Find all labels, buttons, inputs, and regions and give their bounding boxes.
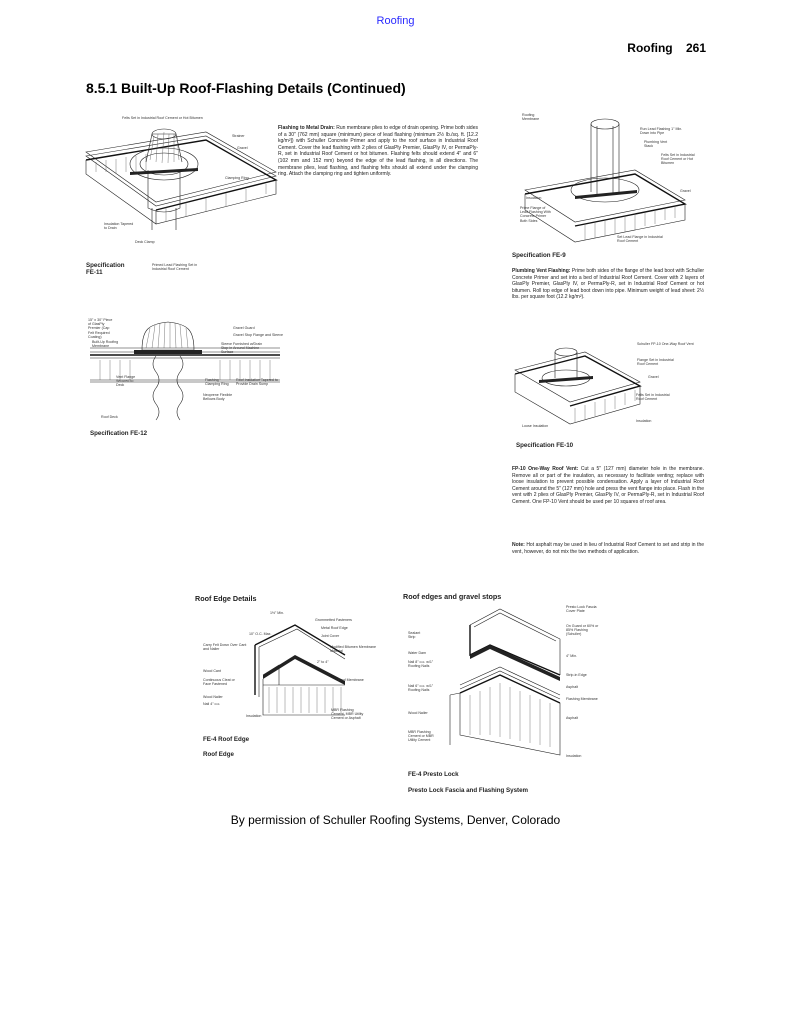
gravel-stops-label: 4" Min. xyxy=(566,654,578,658)
gravel-stops-caption: FE-4 Presto Lock xyxy=(408,771,459,778)
roof-edge-label: Modified Bitumen Membrane Material xyxy=(330,645,376,654)
gravel-stops-drawing xyxy=(440,605,560,765)
roof-edge-label: MBR Flashing Cement, MBR Utility Cement or Asphalt xyxy=(331,708,364,721)
roof-edge-caption: Roof Edge xyxy=(203,751,234,758)
gravel-stops-caption: Presto Lock Fascia and Flashing System xyxy=(408,787,529,794)
running-head xyxy=(627,41,706,55)
gravel-stops-label: On Guard or 60% or 85% Flashing (Schuller) xyxy=(566,624,599,637)
metal-drain-paragraph xyxy=(278,125,478,178)
gravel-stops-label: Wood Nailer xyxy=(408,711,428,715)
fe9-label: Insulation xyxy=(526,196,542,200)
fp10-note xyxy=(512,542,704,555)
gravel-stops-label: Water Dam xyxy=(408,651,427,655)
fe11-drawing xyxy=(86,112,276,262)
fe10-label: Schuller FP-10 One-Way Roof Vent xyxy=(637,342,694,346)
fe10-drawing xyxy=(515,330,640,430)
roof-edge-label: Metal Roof Edge xyxy=(321,626,348,630)
gravel-stops-label: Strip-in Edge xyxy=(566,673,587,677)
fe12-label: Flashing Clamping Ring xyxy=(205,378,229,387)
roof-edge-label: Wood Nailer xyxy=(203,695,223,699)
gravel-stops-label: Sealant Strip xyxy=(408,631,421,640)
fe10-caption: Specification FE-10 xyxy=(516,442,574,449)
fe11-label: Deck Clamp xyxy=(135,240,155,244)
fe11-label: Felts Set in Industrial Roof Cement or Hot Bitumen xyxy=(122,116,203,120)
fp10-note-heading: Note: xyxy=(512,542,525,548)
fe11-caption-line: FE-11 xyxy=(86,269,103,276)
fe9-label: Run Lead Flashing 1" Min. Down into Pipe xyxy=(640,127,683,136)
fe11-caption xyxy=(86,262,125,276)
roof-edge-label: Carry Felt Down Over Cant and Nailer xyxy=(203,643,247,652)
fe10-label: Loose Insulation xyxy=(522,424,549,428)
fe9-label: Set Lead Flange in Industrial Roof Cement xyxy=(617,235,663,244)
roof-edge-drawing xyxy=(235,615,345,720)
fp10-paragraph xyxy=(512,466,704,506)
roof-edge-label: Insulation xyxy=(246,714,262,718)
fe12-label: Gravel Stop Flange and Sleeve xyxy=(233,333,283,337)
gravel-stops-label: Nail 8" o.c. w/1" Roofing Nails xyxy=(408,660,434,669)
fe9-label: Prime Flange of Lead Flashing With Concrete Primer Both Sides xyxy=(520,206,551,223)
fe12-caption: Specification FE-12 xyxy=(90,430,148,437)
fe12-label: Neoprene Flexible Bellows Body xyxy=(203,393,233,402)
fe9-label: Felts Set in Industrial Roof Cement or Hot Bitumen xyxy=(661,153,695,166)
roof-edge-label: Grommetted Fasteners xyxy=(315,618,352,622)
roof-edge-label: 1½" Min. xyxy=(270,611,285,615)
fe12-label: Roof Insulation Tapered to Provide Drain Sump xyxy=(236,378,278,387)
roof-edge-label: Continuous Cleat or Face Fastened xyxy=(203,678,235,687)
fe12-label: Sleeve Furnished w/Drain Stop in Around Machine Surface xyxy=(221,342,263,355)
fe11-label: Gravel xyxy=(237,146,248,150)
fe11-label: Strainer xyxy=(232,134,245,138)
fe9-caption: Specification FE-9 xyxy=(512,252,566,259)
fe9-label: Gravel xyxy=(680,189,691,193)
fe10-label: Gravel xyxy=(648,375,659,379)
fe9-label: Roofing Membrane xyxy=(522,113,540,122)
roof-edge-label: Wood Cant xyxy=(203,669,221,673)
fe10-label: Felts Set in Industrial Roof Cement xyxy=(636,393,670,402)
gravel-stops-label: Flashing Membrane xyxy=(566,697,598,701)
roof-edge-label: Nail 4" o.c. xyxy=(203,702,221,706)
fe11-label: Clamping Ring xyxy=(225,176,249,180)
header-link-roofing[interactable]: Roofing xyxy=(376,15,415,27)
gravel-stops-label: Asphalt xyxy=(566,716,578,720)
gravel-stops-label: Insulation xyxy=(566,754,582,758)
roof-edge-label: Joint Cover xyxy=(321,634,340,638)
fe12-label: Vent Flange Secured to Deck xyxy=(116,375,136,388)
gravel-stops-label: Asphalt xyxy=(566,685,578,689)
running-title: Roofing xyxy=(627,41,673,55)
metal-drain-text: Run membrane plies to edge of drain opening. Prime both sides of a 30" (762 mm) square (minimum) piece of lead flashing (minimum 2½ lb./sq. ft. [12.2 kg/m²]) with Schuller Concrete Primer and apply to the roof surface in Industrial Roof Cement. Cover the lead flashing with 2 plies of GlasPly Premier, GlasPly IV, or PermaPly-R, set in Industrial Roof Cement or hot bitumen. Flashing felts should extend 4" and 6" (102 mm and 152 mm) beyond the edge of the lead flashing, in all directions. The membrane plies, lead flashing, and flashing felts should all extend under the clamping ring. Attach the clamping ring and tighten uniformly. xyxy=(278,125,478,178)
fe9-label: Plumbing Vent Stack xyxy=(644,140,668,149)
plumbing-vent-heading: Plumbing Vent Flashing: xyxy=(512,268,571,274)
fe12-label: Gravel Guard xyxy=(233,326,255,330)
fp10-note-text: Hot asphalt may be used in lieu of Industrial Roof Cement to set and strip in the vent, however, do not mix the two methods of application. xyxy=(512,542,705,555)
section-title: 8.5.1 Built-Up Roof-Flashing Details (Continued) xyxy=(86,80,406,96)
fe11-caption-line: Specification xyxy=(86,262,125,269)
page-number: 261 xyxy=(685,41,706,55)
plumbing-vent-text: Prime both sides of the flange of the lead boot with Schuller Concrete Primer and set into a bed of Industrial Roof Cement. Cover with 2 layers of GlasPly Premier, GlasPly IV, or PermaPly-R, set in Industrial Roof Cement or hot bitumen. Roll top edge of lead boot down into pipe. Minimum weight of lead sheet: 2½ lbs. per square foot (12.2 kg/m²). xyxy=(512,268,705,301)
fp10-text: Cut a 5" (127 mm) diameter hole in the membrane. Remove all or part of the insulation, as necessary to facilitate venting; replace with loose insulation to prevent possible condensation. Apply a layer of Industrial Roof Cement around the 5" (127 mm) hole and press the vent flange into place. Flash in the vent with 2 plies of GlasPly Premier, GlasPly IV, or PermaPly-R, set in Industrial Roof Cement. One FP-10 Vent should be used per 10 squares of roof area. xyxy=(512,466,704,505)
roof-edge-label: 2" to 4" xyxy=(317,660,329,664)
fe12-label: Roof Deck xyxy=(101,415,118,419)
fe11-label: Insulation Tapered to Drain xyxy=(104,222,134,231)
plumbing-vent-paragraph xyxy=(512,268,704,301)
roof-edge-caption: FE-4 Roof Edge xyxy=(203,736,250,743)
permission-credit: By permission of Schuller Roofing Systems, Denver, Colorado xyxy=(230,813,561,827)
gravel-stops-heading: Roof edges and gravel stops xyxy=(403,592,502,601)
fe10-label: Flange Set in Industrial Roof Cement xyxy=(637,358,674,367)
roof-edge-label: 10" O.C. Max. xyxy=(249,632,272,636)
fe12-label: 15" x 30" Piece of GlasPly Premier (Cap Felt Required Coating) xyxy=(88,318,113,339)
fp10-heading: FP-10 One-Way Roof Vent: xyxy=(512,466,579,472)
metal-drain-heading: Flashing to Metal Drain: xyxy=(278,125,335,131)
gravel-stops-label: MBR Flashing Cement or MBR Utility Cement xyxy=(408,730,434,743)
gravel-stops-label: Nail 6" o.c. w/1" Roofing Nails xyxy=(408,684,434,693)
gravel-stops-label: Presto Lock Fascia Cover Plate xyxy=(566,605,597,614)
fe10-label: Insulation xyxy=(636,419,652,423)
roof-edge-label: Roof Membrane xyxy=(338,678,364,682)
fe11-label: Primed Lead Flashing Set in Industrial Roof Cement xyxy=(152,263,198,272)
fe12-label: Built-Up Roofing Membrane xyxy=(92,340,119,349)
roof-edge-heading: Roof Edge Details xyxy=(195,594,257,603)
